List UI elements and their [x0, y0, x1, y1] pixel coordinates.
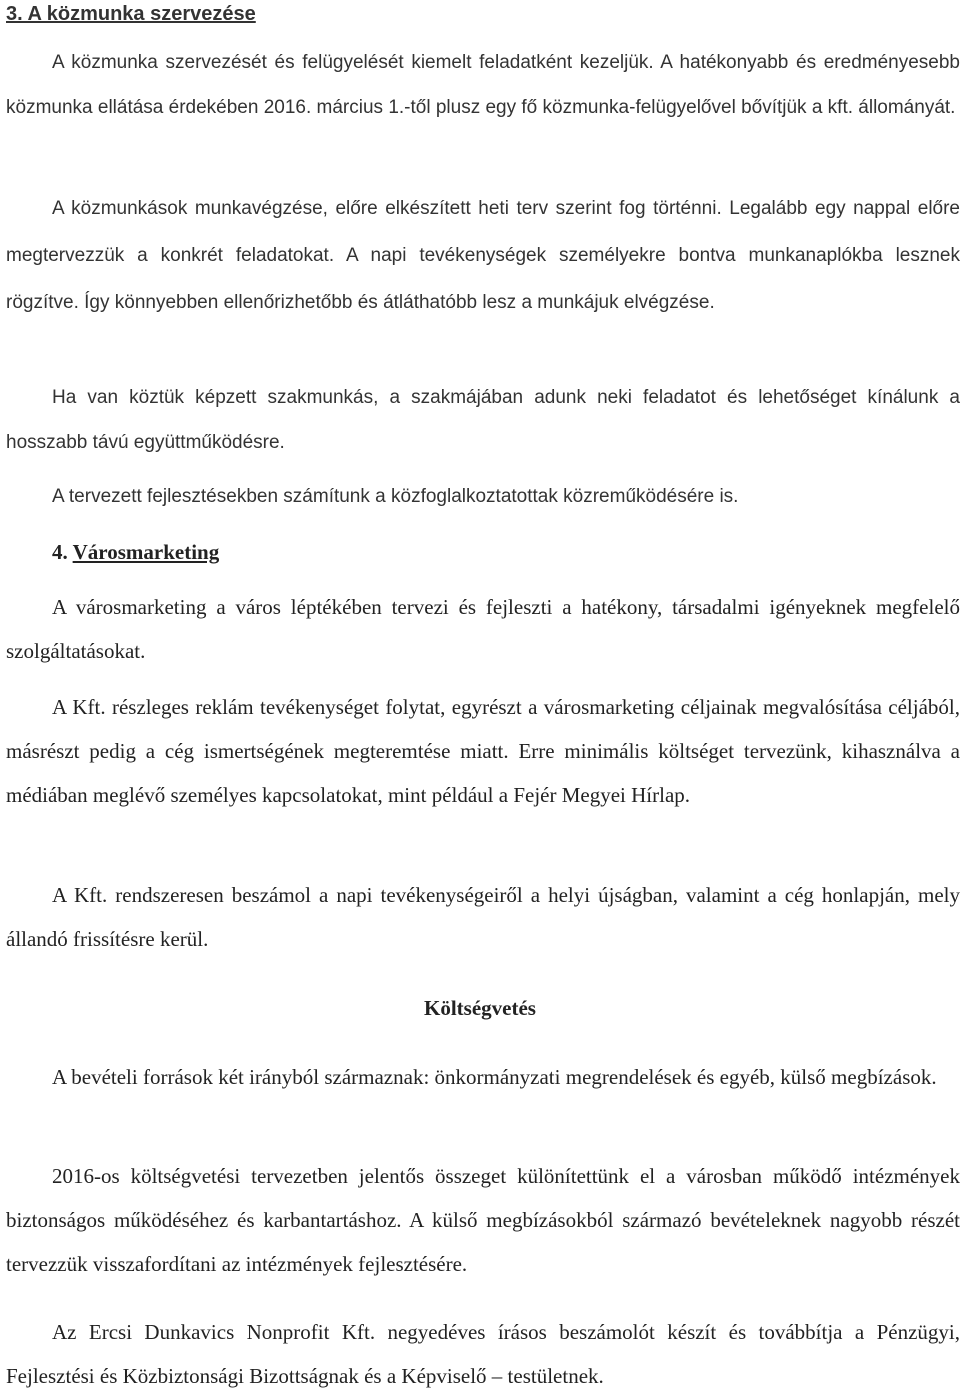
budget-heading: Költségvetés [424, 996, 536, 1020]
section-4-paragraph-3: A Kft. rendszeresen beszámol a napi tevékenységeiről a helyi újságban, valamint a cég honlapján, mely állandó frissítésre kerül. [6, 883, 960, 951]
section-4-number: 4. [52, 540, 73, 564]
budget-paragraph-1: A bevételi források két irányból származnak: önkormányzati megrendelések és egyéb, külső megbízások. [52, 1065, 937, 1089]
budget-paragraph-2: 2016-os költségvetési tervezetben jelentős összeget különítettünk el a városban működő intézmények biztonságos működéséhez és karbantartáshoz. A külső megbízásokból származó bevételeknek nagyobb részét tervezzük visszafordítani az intézmények fejlesztésére. [6, 1164, 960, 1276]
section-4-title: Városmarketing [72, 540, 220, 564]
section-4-heading [6, 530, 960, 574]
section-3-paragraph-2: A közmunkások munkavégzése, előre elkészített heti terv szerint fog történni. Legalább egy nappal előre megtervezzük a konkrét feladatokat. A napi tevékenységek személyekre bontva munkanaplókba lesznek rögzítve. Így könnyebben ellenőrizhetőbb és átláthatóbb lesz a munkájuk elvégzése. [6, 198, 960, 313]
section-4-paragraph-1: A városmarketing a város léptékében tervezi és fejleszti a hatékony, társadalmi igényeknek megfelelő szolgáltatásokat. [6, 595, 960, 663]
section-3-paragraph-4: A tervezett fejlesztésekben számítunk a közfoglalkoztatottak közreműködésére is. [52, 486, 739, 507]
section-4-paragraph-2: A Kft. részleges reklám tevékenységet folytat, egyrészt a városmarketing céljainak megvalósítása céljából, másrészt pedig a cég ismertségének megteremtése miatt. Erre minimális költséget tervezünk, kihasználva a médiában meglévő személyes kapcsolatokat, mint például a Fejér Megyei Hírlap. [6, 695, 960, 807]
section-3-paragraph-1: A közmunka szervezését és felügyelését kiemelt feladatként kezeljük. A hatékonyabb és eredményesebb közmunka ellátása érdekében 2016. március 1.-től plusz egy fő közmunka-felügyelővel bővítjük a kft. állományát. [6, 52, 960, 118]
section-3-paragraph-3: Ha van köztük képzett szakmunkás, a szakmájában adunk neki feladatot és lehetőséget kínálunk a hosszabb távú együttműködésre. [6, 387, 960, 453]
section-3-heading: 3. A közmunka szervezése [6, 3, 256, 25]
budget-paragraph-3: Az Ercsi Dunkavics Nonprofit Kft. negyedéves írásos beszámolót készít és továbbítja a Pénzügyi, Fejlesztési és Közbiztonsági Bizottságnak és a Képviselő – testületnek. [6, 1320, 960, 1388]
